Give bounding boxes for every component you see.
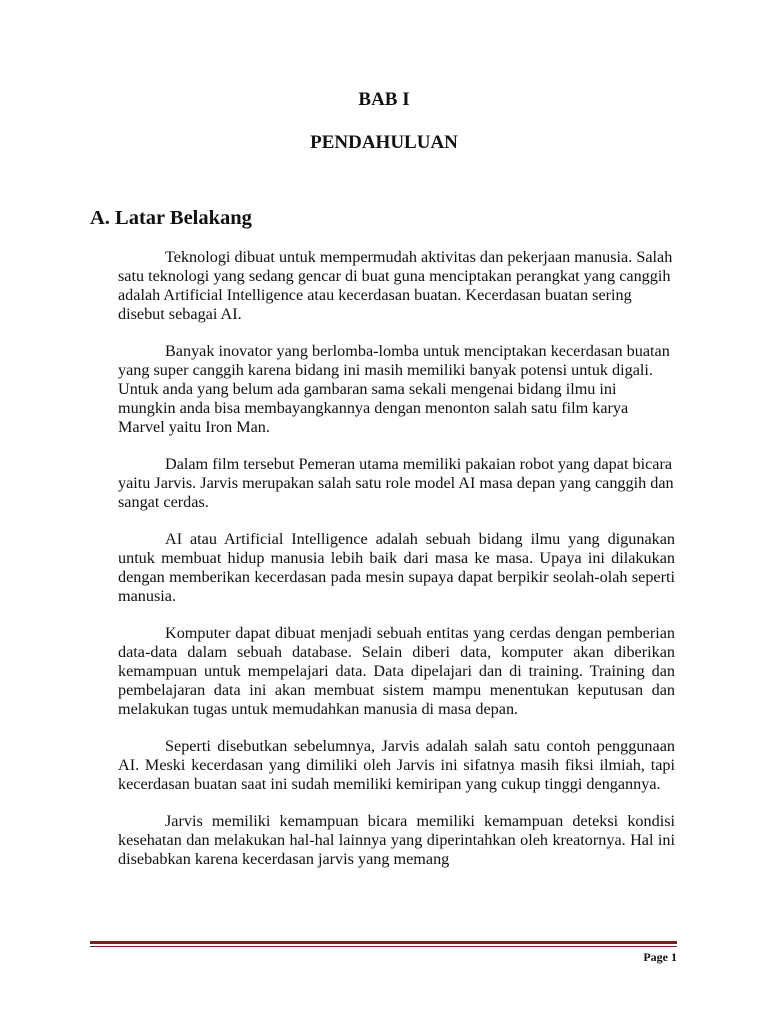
chapter-heading xyxy=(0,88,768,155)
paragraph-1: Teknologi dibuat untuk mempermudah aktivitas dan pekerjaan manusia. Salah satu teknologi yang sedang gencar di buat guna menciptakan perangkat yang canggih adalah Artificial Intelligence atau kecerdasan buatan. Kecerdasan buatan sering disebut sebagai AI. xyxy=(118,248,673,323)
page-number: Page 1 xyxy=(643,950,677,964)
section-title: A. Latar Belakang xyxy=(90,207,252,229)
paragraph-4: AI atau Artificial Intelligence adalah sebuah bidang ilmu yang digunakan untuk membuat hidup manusia lebih baik dari masa ke masa. Upaya ini dilakukan dengan memberikan kecerdasan pada mesin supaya dapat berpikir seolah-olah seperti manusia. xyxy=(118,530,675,605)
paragraph-7: Jarvis memiliki kemampuan bicara memiliki kemampuan deteksi kondisi kesehatan dan melakukan hal-hal lainnya yang diperintahkan oleh kreatornya. Hal ini disebabkan karena kecerdasan jarvis yang memang xyxy=(118,812,675,868)
footer-rule-thick xyxy=(90,941,677,944)
paragraph-6: Seperti disebutkan sebelumnya, Jarvis adalah salah satu contoh penggunaan AI. Meski kecerdasan yang dimiliki oleh Jarvis ini sifatnya masih fiksi ilmiah, tapi kecerdasan buatan saat ini sudah memiliki kemiripan yang cukup tinggi dengannya. xyxy=(118,737,675,793)
footer-divider xyxy=(90,941,677,947)
paragraph-2: Banyak inovator yang berlomba-lomba untuk menciptakan kecerdasan buatan yang super canggih karena bidang ini masih memiliki banyak potensi untuk digali. Untuk anda yang belum ada gambaran sama sekali mengenai bidang ilmu ini mungkin anda bisa membayangkannya dengan menonton salah satu film karya Marvel yaitu Iron Man. xyxy=(118,342,670,436)
body-text xyxy=(118,248,675,887)
paragraph-3: Dalam film tersebut Pemeran utama memiliki pakaian robot yang dapat bicara yaitu Jarvis. Jarvis merupakan salah satu role model AI masa depan yang canggih dan sangat cerdas. xyxy=(118,455,674,511)
paragraph-5: Komputer dapat dibuat menjadi sebuah entitas yang cerdas dengan pemberian data-data dalam sebuah database. Selain diberi data, komputer akan diberikan kemampuan untuk mempelajari data. Data dipelajari dan di training. Training dan pembelajaran data ini akan membuat sistem mampu menentukan keputusan dan melakukan tugas untuk memudahkan manusia di masa depan. xyxy=(118,624,675,718)
footer-rule-thin xyxy=(90,946,677,947)
chapter-number: BAB I xyxy=(358,89,410,110)
chapter-title: PENDAHULUAN xyxy=(310,132,458,153)
